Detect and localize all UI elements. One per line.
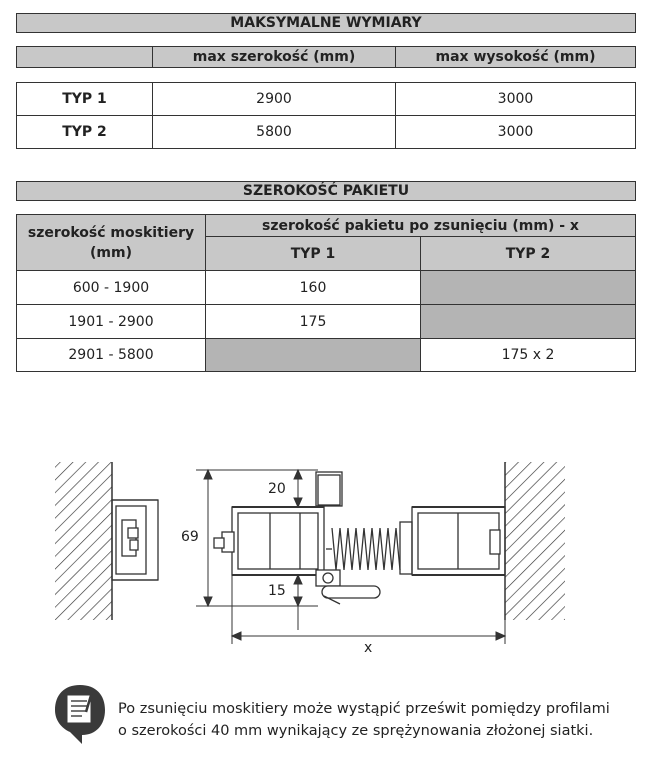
table1-header-width: max szerokość (mm) bbox=[153, 47, 396, 68]
row-height: 3000 bbox=[396, 83, 636, 116]
table1-header-height: max wysokość (mm) bbox=[396, 47, 636, 68]
row-type: TYP 1 bbox=[17, 83, 153, 116]
table2-row-header: szerokość moskitiery (mm) bbox=[17, 215, 206, 271]
row-range: 600 - 1900 bbox=[17, 271, 206, 305]
row-width: 2900 bbox=[153, 83, 396, 116]
note-text bbox=[118, 698, 610, 742]
table2-group-header: szerokość pakietu po zsunięciu (mm) - x bbox=[206, 215, 636, 237]
note-icon bbox=[52, 682, 108, 746]
dim-label-bottom: 15 bbox=[268, 583, 286, 599]
row-range: 1901 - 2900 bbox=[17, 305, 206, 339]
row-range: 2901 - 5800 bbox=[17, 339, 206, 372]
row-typ1: 175 bbox=[206, 305, 421, 339]
dim-label-width: x bbox=[364, 640, 373, 656]
left-wall bbox=[55, 462, 112, 620]
packet-profile bbox=[214, 472, 505, 604]
row-width: 5800 bbox=[153, 116, 396, 149]
note-line-1: Po zsunięciu moskitiery może wystąpić prześwit pomiędzy profilami bbox=[118, 701, 610, 717]
right-wall bbox=[505, 462, 565, 620]
note-line-2: o szerokości 40 mm wynikający ze sprężynowania złożonej siatki. bbox=[118, 723, 594, 739]
row-height: 3000 bbox=[396, 116, 636, 149]
row-type: TYP 2 bbox=[17, 116, 153, 149]
table2-title-text: SZEROKOŚĆ PAKIETU bbox=[17, 182, 636, 201]
table2-sub-typ1: TYP 1 bbox=[206, 237, 421, 271]
row-typ2: 175 x 2 bbox=[421, 339, 636, 372]
dim-label-height: 69 bbox=[181, 529, 199, 545]
left-frame-profile bbox=[112, 500, 158, 580]
dim-label-top: 20 bbox=[268, 481, 286, 497]
table2-sub-typ2: TYP 2 bbox=[421, 237, 636, 271]
table1-title-text: MAKSYMALNE WYMIARY bbox=[17, 14, 636, 33]
row-typ1: 160 bbox=[206, 271, 421, 305]
